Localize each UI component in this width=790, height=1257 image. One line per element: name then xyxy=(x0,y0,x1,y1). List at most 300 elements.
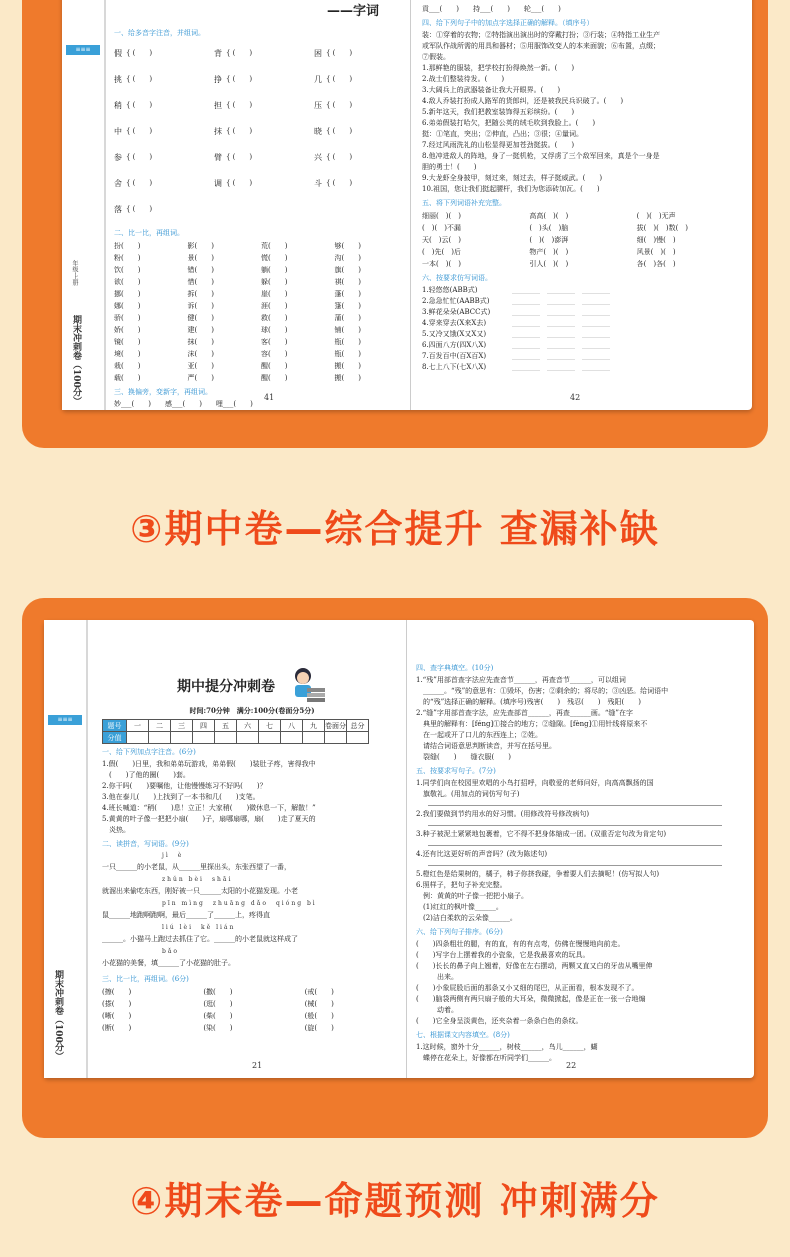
answer-brace: { ( ) xyxy=(126,75,155,83)
pattern-text: 2.急急忙忙(AABB式) xyxy=(422,297,490,305)
page-number: 41 xyxy=(264,393,275,402)
answer-blanks: ________ ________ ________ xyxy=(512,352,610,360)
polyphone-item xyxy=(314,144,404,170)
score-cell xyxy=(127,732,149,744)
compare-row xyxy=(102,986,402,998)
fill-row xyxy=(422,258,740,270)
score-cell xyxy=(193,732,215,744)
question-item: 7.经过风雨洗礼的山松显得更加苍劲挺拔。( ) xyxy=(422,141,575,149)
polyphone-item xyxy=(214,170,304,196)
sort-item: ( )小象屁股后面的那条又小又细的尾巴，从正面看，根本发现不了。 xyxy=(416,984,639,992)
compare-cell: 篷( ) xyxy=(334,302,361,310)
polyphone-item xyxy=(214,66,304,92)
question-item: 2.我们要做到节约用水的好习惯。(用修改符号修改病句) xyxy=(416,810,590,818)
pinyin-sentence: ______。小猫马上跑过去抓住了它。______的小老鼠就这样成了 xyxy=(102,935,298,943)
pinyin-line: bǎo xyxy=(162,948,180,955)
polyphone-char: 几 xyxy=(314,74,322,84)
spine-tab: ≡≡≡ xyxy=(48,715,82,725)
section-heading: 三、比一比，再组词。(6分) xyxy=(102,975,189,983)
section-heading: 二、读拼音，写词语。(9分) xyxy=(102,840,189,848)
compare-cell: 铺( ) xyxy=(334,326,361,334)
question-item: 3.他在泰儿( )上找到了一本书和几( )支笔。 xyxy=(102,793,260,801)
table-header-cell: 八 xyxy=(281,720,303,732)
page-42 xyxy=(422,0,740,410)
table-header-cell: 三 xyxy=(171,720,193,732)
page-41 xyxy=(114,0,404,410)
compare-cell: 躲( ) xyxy=(261,278,288,286)
answer-blanks: ________ ________ ________ xyxy=(512,308,610,316)
fill-row xyxy=(422,222,740,234)
question-item: (1)红红的枫叶像______。 xyxy=(416,903,503,911)
compare-cell: 旗( ) xyxy=(334,266,361,274)
question-item: 3.大阔兵上的武器装备让我大开眼界。( ) xyxy=(422,86,561,94)
question-item: 挺：①笔直，突出；②伸直，凸出；③很；④量词。 xyxy=(422,130,583,138)
pattern-row xyxy=(422,318,740,329)
score-cell xyxy=(325,732,347,744)
polyphone-char: 斗 xyxy=(314,178,322,188)
pattern-text: 8.七上八下(七X八X) xyxy=(422,363,487,371)
answer-blanks: ________ ________ ________ xyxy=(512,330,610,338)
compare-cell: 扮( ) xyxy=(114,242,141,250)
page-gutter xyxy=(406,620,407,1078)
compare-cell: 错( ) xyxy=(187,266,214,274)
compare-cell: 骄( ) xyxy=(114,314,141,322)
sort-item: 出来。 xyxy=(416,973,458,981)
bottom-panel xyxy=(22,598,768,1138)
question-item: 胆的勇士！( ) xyxy=(422,163,477,171)
answer-blanks: ________ ________ ________ xyxy=(512,297,610,305)
score-cell xyxy=(347,732,369,744)
compare-row xyxy=(114,360,404,372)
compare-cell: (旋( ) xyxy=(304,1024,334,1032)
compare-cell: (柴( ) xyxy=(203,1012,233,1020)
answer-blanks: ________ ________ ________ xyxy=(512,286,610,294)
polyphone-item xyxy=(114,196,204,222)
table-row-label: 分值 xyxy=(103,732,127,744)
fill-cell: 拔( )( )数( ) xyxy=(636,224,689,232)
answer-brace: { ( ) xyxy=(226,49,255,57)
compare-cell: (晰( ) xyxy=(102,1012,132,1020)
question-item: 4.敌人乔装打扮成人路军的货郎纠，还是被我民兵识破了。( ) xyxy=(422,97,624,105)
pattern-text: 7.百发百中(百X百X) xyxy=(422,352,487,360)
compare-cell: 球( ) xyxy=(261,326,288,334)
spine-title: 期末冲刺卷（100分） xyxy=(71,315,81,406)
question-item: 在一起或开了口儿的东西连上；②姓。 xyxy=(416,731,542,739)
compare-cell: 容( ) xyxy=(261,350,288,358)
compare-cell: 影( ) xyxy=(187,242,214,250)
question-item: 5.黄黄的叶子像一把把小扇( )子，扇哪扇哪，扇( )走了夏天的 xyxy=(102,815,316,823)
polyphone-char: 舍 xyxy=(114,178,122,188)
answer-brace: { ( ) xyxy=(126,127,155,135)
spine-tab: ≡≡≡ xyxy=(66,45,100,55)
compare-cell: 沟( ) xyxy=(334,254,361,262)
sort-item: ( )它全身呈淡黄色，还夹杂着一条条白色的条纹。 xyxy=(416,1017,583,1025)
polyphone-char: 臂 xyxy=(214,152,222,162)
answer-brace: { ( ) xyxy=(326,75,355,83)
fill-cell: 风景( )( ) xyxy=(636,248,676,256)
answer-brace: { ( ) xyxy=(326,179,355,187)
fill-row xyxy=(422,210,740,222)
pattern-row xyxy=(422,351,740,362)
spine-title: 期末冲刺卷（100分） xyxy=(53,970,63,1061)
question-item: ( )了他的圈( )套。 xyxy=(102,771,190,779)
pinyin-sentence: 一只______的小老鼠，从______里探出头，东张西望了一番， xyxy=(102,863,291,871)
page-number: 22 xyxy=(566,1061,577,1070)
question-item: 旗敬礼。(用加点的词仿写句子) xyxy=(416,790,520,798)
compare-cell: 蓬( ) xyxy=(334,290,361,298)
spine-subtitle: 年级·上册 xyxy=(71,260,78,286)
question-item: 炎热。 xyxy=(102,826,130,834)
question-item: 8.他冲进敌人的阵地，身了一挺机枪，又俘虏了三个敌军回来，真是个一身是 xyxy=(422,152,660,160)
compare-cell: 挪( ) xyxy=(114,290,141,298)
book-spine xyxy=(62,0,106,410)
answer-blanks: ________ ________ ________ xyxy=(512,319,610,327)
fill-cell: ( )( )不漏 xyxy=(422,224,461,232)
polyphone-char: 稍 xyxy=(114,100,122,110)
student-reading-illustration-icon xyxy=(283,666,327,706)
compare-row xyxy=(114,372,404,384)
compare-row xyxy=(102,1010,402,1022)
compare-cell: 蒲( ) xyxy=(334,314,361,322)
polyphone-char: 晓 xyxy=(314,126,322,136)
answer-brace: { ( ) xyxy=(126,153,155,161)
score-cell xyxy=(281,732,303,744)
fill-cell: ( )( )澎湃 xyxy=(529,236,569,244)
compare-cell: 祺( ) xyxy=(334,278,361,286)
compare-cell: 镜( ) xyxy=(114,338,141,346)
pinyin-sentence: 就溜出来偷吃东西，刚好被一只______太阳的小花猫发现。小老 xyxy=(102,887,298,895)
sort-item: ( )写字台上摆着我的小瓷象，它是我最喜欢的玩具。 xyxy=(416,951,590,959)
pattern-text: 1.轻悠悠(ABB式) xyxy=(422,286,478,294)
page-number: 21 xyxy=(252,1061,263,1070)
fill-cell: 物产( )( ) xyxy=(529,248,569,256)
section-heading: 五、按要求写句子。(7分) xyxy=(416,767,496,775)
pattern-text: 6.四面八方(四X八X) xyxy=(422,341,487,349)
answer-brace: { ( ) xyxy=(326,101,355,109)
sort-item: ( )长长的鼻子向上翘着，好像在左右摆动，两颗又直又白的牙齿从嘴里伸 xyxy=(416,962,653,970)
pinyin-line: pīn mìng zhuāng dǎo qióng bì xyxy=(162,900,317,907)
table-header-cell: 四 xyxy=(193,720,215,732)
compare-row xyxy=(102,998,402,1010)
compare-cell: (般( ) xyxy=(304,1012,334,1020)
question-item: 裂缝( ) 缝衣服( ) xyxy=(416,753,511,761)
fill-cell: 细丽( )( ) xyxy=(422,212,461,220)
compare-cell: 健( ) xyxy=(187,314,214,322)
compare-cell: 慌( ) xyxy=(261,254,288,262)
compare-row xyxy=(114,336,404,348)
pattern-row xyxy=(422,329,740,340)
table-header-cell: 卷面分 xyxy=(325,721,346,730)
compare-cell: 亚( ) xyxy=(187,362,214,370)
polyphone-item xyxy=(314,40,404,66)
compare-cell: (械( ) xyxy=(304,1000,334,1008)
pattern-row xyxy=(422,296,740,307)
compare-cell: 救( ) xyxy=(261,314,288,322)
page-22 xyxy=(416,620,742,1078)
pinyin-sentence: 鼠______地跑啊跑啊，最后______了______上，疼得直 xyxy=(102,911,270,919)
top-panel xyxy=(22,0,768,448)
fill-cell: 各( )各( ) xyxy=(636,260,676,268)
compare-row xyxy=(114,252,404,264)
fill-cell: ( )头( )脑 xyxy=(529,224,569,232)
polyphone-char: 挣 xyxy=(214,74,222,84)
section-heading: 三、换偏旁，变新字，再组词。 xyxy=(114,388,212,396)
compare-grid xyxy=(114,240,404,384)
fill-row xyxy=(422,246,740,258)
compare-cell: 娜( ) xyxy=(114,302,141,310)
text-line: 貢___( ) 持___( ) 轮___( ) xyxy=(422,5,561,13)
page-21 xyxy=(102,620,402,1078)
polyphone-item xyxy=(114,144,204,170)
compare-row xyxy=(114,348,404,360)
question-item: 6.弟弟假装打哈欠，把随公英的绒毛吹到我脸上。( ) xyxy=(422,119,596,127)
score-cell xyxy=(237,732,259,744)
compare-row xyxy=(114,300,404,312)
answer-brace: { ( ) xyxy=(326,127,355,135)
polyphone-grid xyxy=(114,40,404,222)
exam-meta: 时间:70分钟 满分:100分(卷面分5分) xyxy=(189,706,315,715)
compare-cell: 境( ) xyxy=(114,350,141,358)
fill-cell: 细( )慢( ) xyxy=(636,236,676,244)
pattern-row xyxy=(422,340,740,351)
fill-cell: ( )( )无声 xyxy=(636,212,676,220)
polyphone-item xyxy=(314,118,404,144)
polyphone-item xyxy=(214,144,304,170)
compare-cell: (撒( ) xyxy=(203,988,233,996)
pattern-row xyxy=(422,285,740,296)
page-title: ——字词 xyxy=(326,4,379,19)
answer-brace: { ( ) xyxy=(126,179,155,187)
compare-cell: (搽( ) xyxy=(102,1000,132,1008)
text-line: 或军队作战所需的用具和器材；⑤用服饰改变人的本来面貌；⑥布置，点缀； xyxy=(422,42,660,50)
compare-cell: 欲( ) xyxy=(114,278,141,286)
sort-item: ( )脑袋两侧有两只扇子般的大耳朵，微微掀起，像是正在一张一合地煽 xyxy=(416,995,646,1003)
compare-cell: 瓶( ) xyxy=(334,350,361,358)
compare-cell: 荒( ) xyxy=(261,242,288,250)
score-cell xyxy=(259,732,281,744)
compare-cell: 景( ) xyxy=(187,254,214,262)
question-item: 4.班长喊道：“稍( )息！立正！大家稍( )微休息一下，解散！” xyxy=(102,804,316,812)
question-item: 10.祖国，您让我们挺起腰杆，我们为您添砖加瓦。( ) xyxy=(422,185,600,193)
score-cell xyxy=(171,732,193,744)
compare-cell: 拆( ) xyxy=(187,290,214,298)
answer-brace: { ( ) xyxy=(326,153,355,161)
polyphone-char: 落 xyxy=(114,204,122,214)
polyphone-item xyxy=(114,170,204,196)
section-heading: 五、将下列词语补充完整。 xyxy=(422,199,506,207)
table-header-cell: 一 xyxy=(127,720,149,732)
compare-cell: 惜( ) xyxy=(187,278,214,286)
question-item: 1.“残”用部首查字法应先查音节______，再查音节______，可以组词 xyxy=(416,676,626,684)
compare-cell: 崖( ) xyxy=(261,290,288,298)
question-item: 9.大龙虾全身披甲，刻过来，刻过去，样子挺威武。( ) xyxy=(422,174,603,182)
answer-brace: { ( ) xyxy=(226,127,255,135)
fill-row xyxy=(422,234,740,246)
score-cell xyxy=(303,732,325,744)
answer-line xyxy=(428,860,722,866)
answer-brace: { ( ) xyxy=(326,49,355,57)
pinyin-sentence: 小花猫的美餐，填______了小花猫的肚子。 xyxy=(102,959,235,967)
polyphone-char: 抹 xyxy=(214,126,222,136)
exam-title: 期中提分冲刺卷 xyxy=(177,679,275,695)
polyphone-item xyxy=(114,118,204,144)
polyphone-char: 困 xyxy=(314,48,322,58)
headline-midterm: ③期中卷—综合提升 查漏补缺 xyxy=(130,507,660,551)
pinyin-line: jì è xyxy=(162,852,184,859)
question-item: 5.新年这天，我们把教室装饰得五彩缤纷。( ) xyxy=(422,108,575,116)
score-cell xyxy=(215,732,237,744)
compare-row xyxy=(114,288,404,300)
compare-cell: (戒( ) xyxy=(304,988,334,996)
table-header-cell: 九 xyxy=(303,720,325,732)
compare-cell: 诉( ) xyxy=(187,302,214,310)
polyphone-item xyxy=(214,92,304,118)
section-heading: 四、给下列句子中的加点字选择正确的解释。（填序号） xyxy=(422,19,594,27)
polyphone-item xyxy=(214,118,304,144)
section-heading: 一、给下列加点字注音。(6分) xyxy=(102,748,196,756)
fill-cell: 引人( )( ) xyxy=(529,260,569,268)
answer-line xyxy=(428,820,722,826)
headline-final: ④期末卷—命题预测 冲刺满分 xyxy=(130,1179,660,1223)
pinyin-line: zhǔn bèi shāi xyxy=(162,876,233,883)
compare-cell: 沫( ) xyxy=(187,350,214,358)
answer-blanks: ________ ________ ________ xyxy=(512,341,610,349)
question-item: 的“残”选择正确的解释。(填序号)残害( ) 残忍( ) 残阳( ) xyxy=(416,698,642,706)
fill-cell: 一本( )( ) xyxy=(422,260,461,268)
section-heading: 一、给多音字注音，并组词。 xyxy=(114,29,205,37)
score-cell xyxy=(149,732,171,744)
polyphone-item xyxy=(114,40,204,66)
polyphone-item xyxy=(214,40,304,66)
compare-row xyxy=(102,1022,402,1034)
compare-cell: 抹( ) xyxy=(187,338,214,346)
table-header-cell: 五 xyxy=(215,720,237,732)
question-item: 1.这时候，窗外十分______，树枝______，鸟儿______，蝴 xyxy=(416,1043,598,1051)
question-item: 3.种子被泥土紧紧地包裹着，它不得不把身体缩成一团。(双重否定句改为肯定句) xyxy=(416,830,667,838)
answer-brace: { ( ) xyxy=(126,205,155,213)
pattern-row xyxy=(422,362,740,373)
pattern-text: 3.鲜花朵朵(ABCC式) xyxy=(422,308,491,316)
pattern-text: 4.穿来穿去(X来X去) xyxy=(422,319,487,327)
question-item: 请结合词语意思判断读音，并写在括号里。 xyxy=(416,742,556,750)
compare-cell: 搬( ) xyxy=(334,362,361,370)
compare-cell: (断( ) xyxy=(102,1024,132,1032)
question-item: 2.战士们整装待发。( ) xyxy=(422,75,505,83)
fill-cell: 高高( )( ) xyxy=(529,212,569,220)
table-header-cell: 七 xyxy=(259,720,281,732)
table-header-cell: 总分 xyxy=(347,720,369,732)
compare-cell: 建( ) xyxy=(187,326,214,334)
polyphone-item xyxy=(114,92,204,118)
question-item: 蝶停在花朵上，好像都在听同学们______。 xyxy=(416,1054,556,1062)
polyphone-item xyxy=(314,170,404,196)
sort-item: 动着。 xyxy=(416,1006,458,1014)
compare-row xyxy=(114,240,404,252)
radical-line: 妙___( ) 感___( ) 哩___( ) xyxy=(114,400,253,408)
compare-cell: 够( ) xyxy=(334,242,361,250)
compare-cell: 饮( ) xyxy=(114,266,141,274)
compare-cell: (逛( ) xyxy=(203,1000,233,1008)
fill-cell: 天( )云( ) xyxy=(422,236,461,244)
polyphone-char: 背 xyxy=(214,48,222,58)
compare-row xyxy=(114,312,404,324)
compare-cell: 载( ) xyxy=(114,374,141,382)
table-header-cell: 二 xyxy=(149,720,171,732)
book-spread-2 xyxy=(44,620,754,1078)
polyphone-item xyxy=(314,92,404,118)
sort-item: ( )四条粗壮的腿，有的直，有的有点弯，仿佛在慢慢地向前走。 xyxy=(416,940,625,948)
compare-cell: 粉( ) xyxy=(114,254,141,262)
polyphone-char: 假 xyxy=(114,48,122,58)
polyphone-char: 调 xyxy=(214,178,222,188)
score-table xyxy=(102,719,369,744)
book-spine xyxy=(44,620,88,1078)
fill-cell: ( )先( )后 xyxy=(422,248,461,256)
question-item: 2.你干吗( )要嘱他，让他慢慢练习不好吗( )？ xyxy=(102,782,267,790)
page-gutter xyxy=(410,0,411,410)
answer-blanks: ________ ________ ________ xyxy=(512,363,610,371)
polyphone-char: 参 xyxy=(114,152,122,162)
question-item: 4.还有比这更好听的声音吗？(改为陈述句) xyxy=(416,850,548,858)
section-heading: 六、给下列句子排序。(6分) xyxy=(416,928,503,936)
section-heading: 二、比一比，再组词。 xyxy=(114,229,184,237)
polyphone-char: 挑 xyxy=(114,74,122,84)
compare-cell: 严( ) xyxy=(187,374,214,382)
table-header-cell: 题号 xyxy=(103,720,127,732)
question-item: 2.“缝”字用部首查字法，应先查部首______，再查______画。“缝”在字 xyxy=(416,709,633,717)
compare-cell: 客( ) xyxy=(261,338,288,346)
section-heading: 七、根据课文内容填空。(8分) xyxy=(416,1031,510,1039)
answer-line xyxy=(428,800,722,806)
question-item: 1.同学们向在校园里欢唱的小鸟打招呼，向敬爱的老师问好，向高高飘扬的国 xyxy=(416,779,654,787)
polyphone-char: 担 xyxy=(214,100,222,110)
question-item: 6.照样子，把句子补充完整。 xyxy=(416,881,507,889)
polyphone-item xyxy=(114,66,204,92)
question-item: 1.那鲜艳的服装，把学校打扮得焕然一新。( ) xyxy=(422,64,575,72)
pattern-row xyxy=(422,307,740,318)
answer-brace: { ( ) xyxy=(226,153,255,161)
answer-line xyxy=(428,840,722,846)
compare-cell: 醒( ) xyxy=(261,362,288,370)
compare-cell: (擦( ) xyxy=(102,988,132,996)
polyphone-char: 兴 xyxy=(314,152,322,162)
text-line: ⑦假装。 xyxy=(422,53,450,61)
answer-brace: { ( ) xyxy=(126,101,155,109)
text-line: 装：①穿着的衣物；②特指演出演出时的穿戴打扮；③行装；④特指工业生产 xyxy=(422,31,660,39)
question-item: 5.橙红色是给果树的，橘子，柿子你挤我碰，争着要人们去摘呢！(仿写拟人句) xyxy=(416,870,660,878)
compare-cell: (染( ) xyxy=(203,1024,233,1032)
compare-cell: 搬( ) xyxy=(334,374,361,382)
polyphone-char: 中 xyxy=(114,126,122,136)
question-item: ______。“残”的意思有：①毁坏，伤害；②剩余的；将尽的；③凶恶。给词语中 xyxy=(416,687,669,695)
answer-brace: { ( ) xyxy=(226,101,255,109)
compare-cell: 娇( ) xyxy=(114,326,141,334)
compare-row xyxy=(114,324,404,336)
question-item: 典里的解释有：[féng]①接合的地方；②缝隙。[fèng]①用针线将原来不 xyxy=(416,720,648,728)
polyphone-char: 压 xyxy=(314,100,322,110)
page-number: 42 xyxy=(570,393,581,402)
question-item: 1.假( )日里，我和弟弟玩游戏，弟弟假( )装肚子疼，害得我中 xyxy=(102,760,316,768)
answer-brace: { ( ) xyxy=(226,75,255,83)
section-heading: 四、查字典填空。(10分) xyxy=(416,664,494,672)
section-heading: 六、按要求仿写词语。 xyxy=(422,274,492,282)
compare-cell: 躺( ) xyxy=(261,266,288,274)
pinyin-line: liú lèi kě lián xyxy=(162,924,236,931)
compare-cell: 涯( ) xyxy=(261,302,288,310)
polyphone-item xyxy=(314,66,404,92)
question-item: 例：黄黄的叶子像一把把小扇子。 xyxy=(416,892,528,900)
pattern-text: 5.又冷又饿(X又X又) xyxy=(422,330,487,338)
